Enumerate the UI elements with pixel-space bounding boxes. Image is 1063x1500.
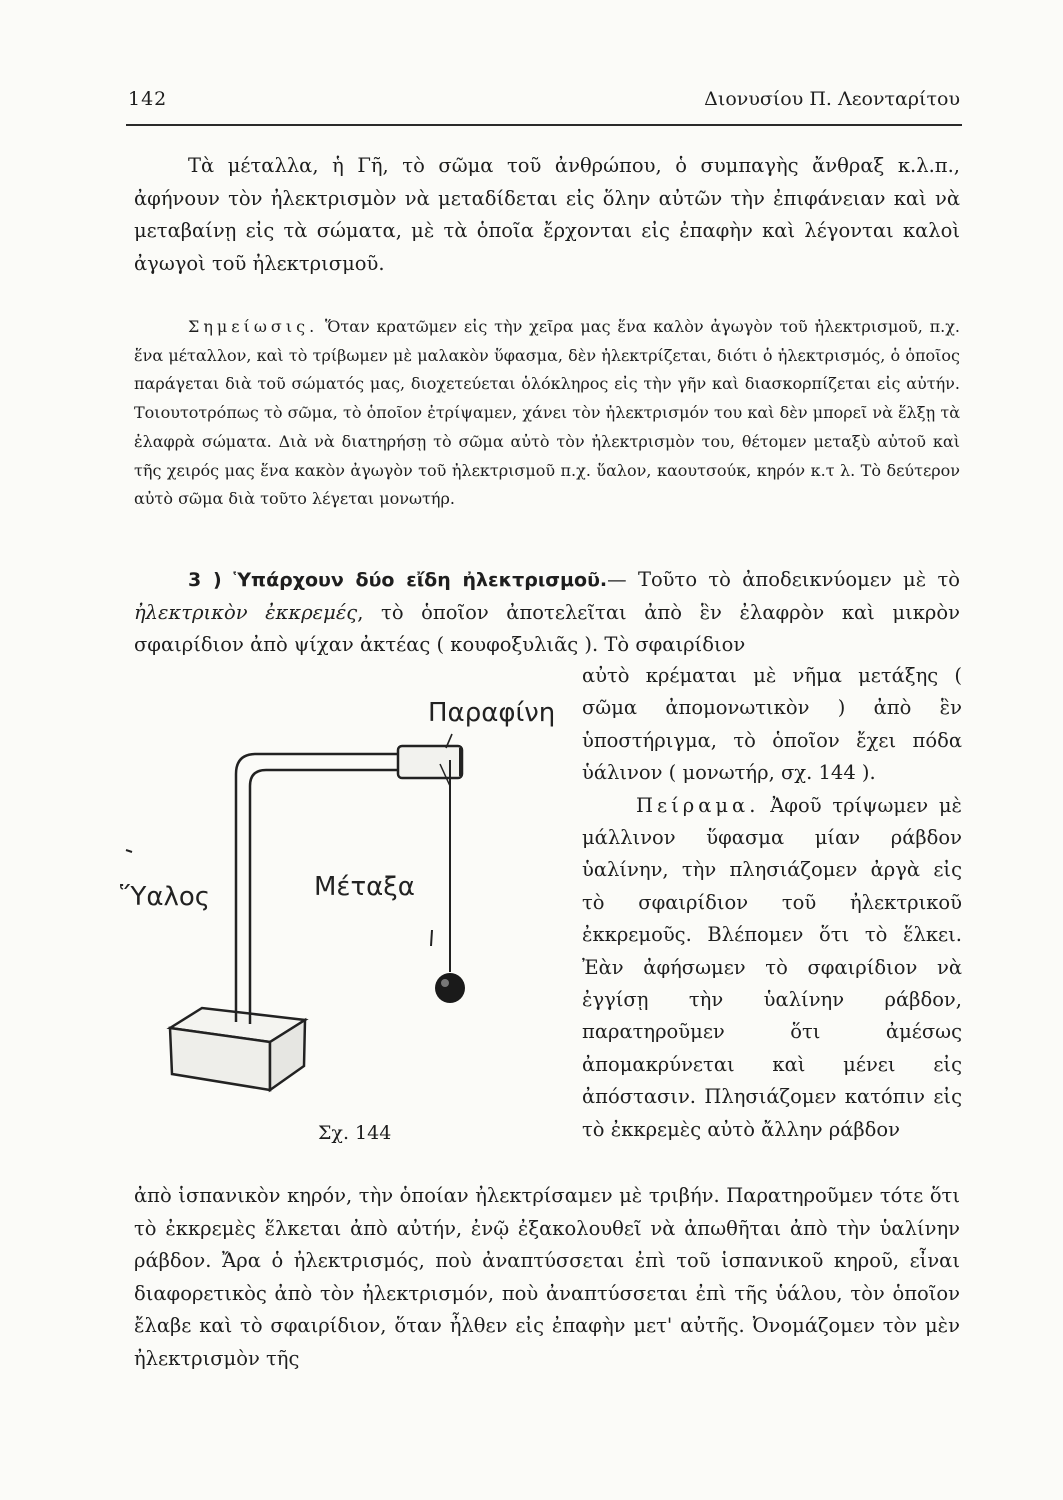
label-silk: Μέταξα: [314, 872, 415, 902]
term-electric-pendulum: ἠλεκτρικὸν ἐκκρεμές: [134, 600, 358, 624]
label-glass: Ὕαλος: [120, 882, 211, 912]
note-text: Ὅταν κρατῶμεν εἰς τὴν χεῖρα μας ἕνα καλὸν ἀγωγὸν τοῦ ἠλεκτρισμοῦ, π.χ. ἕνα μέταλλον, καὶ τὸ τρίβωμεν μὲ μαλακὸν ὕφασμα, δὲν ἠλεκτρίζεται, διότι ὁ ἠλεκτρισμός, ὁ ὁποῖος παράγεται διὰ τοῦ σώματός μας, διοχετεύεται ὁλόκληρος εἰς τὴν γῆν καὶ διασκορπίζεται εἰς αὐτήν. Τοιουτοτρόπως τὸ σῶμα, τὸ ὁποῖον ἐτρίψαμεν, χάνει τὸν ἠλεκτρισμόν του καὶ δὲν μπορεῖ νὰ ἕλξῃ τὰ ἐλαφρὰ σώματα. Διὰ νὰ διατηρήσῃ τὸ σῶμα αὐτὸ τὸν ἠλεκτρισμὸν του, θέτομεν μεταξὺ αὐτοῦ καὶ τῆς χειρός μας ἕνα κακὸν ἀγωγὸν τοῦ ἠλεκτρισμοῦ π.χ. ὕαλον, καουτσούκ, κηρόν κ.τ λ. Τὸ δεύτερον αὐτὸ σῶμα διὰ τοῦτο λέγεται μονωτήρ.: [134, 317, 960, 509]
header-rule: [126, 124, 962, 126]
paraffin-sleeve: [398, 746, 462, 778]
section-3-intro: [134, 564, 960, 662]
section-3-heading: 3 ) Ὑπάρχουν δύο εἴδη ἠλεκτρισμοῦ.: [188, 569, 608, 591]
pith-ball: [435, 973, 465, 1003]
experiment-text: Ἀφοῦ τρίψωμεν μὲ μάλλινον ὕφασμα μίαν ράβδον ὑαλίνην, τὴν πλησιάζομεν ἀργὰ εἰς τὸ σφαιρίδιον τοῦ ἠλεκτρικοῦ ἐκκρεμοῦς. Βλέπομεν ὅτι τὸ ἕλκει. Ἐὰν ἀφήσωμεν τὸ σφαιρίδιον νὰ ἐγγίσῃ τὴν ὑαλίνην ράβδον, παρατηροῦμεν ὅτι ἀμέσως ἀπομακρύνεται καὶ μένει εἰς ἀπόστασιν. Πλησιάζομεν κατόπιν εἰς τὸ ἐκκρεμὲς αὐτὸ ἄλλην ράβδον: [582, 793, 962, 1141]
continuation-paragraph: ἀπὸ ἱσπανικὸν κηρόν, τὴν ὁποίαν ἠλεκτρίσαμεν μὲ τριβήν. Παρατηροῦμεν τότε ὅτι τὸ ἐκκρεμὲς ἕλκεται ἀπὸ αὐτήν, ἐνῷ ἐξακολουθεῖ νὰ ἀπωθῆται ἀπὸ τὴν ὑαλίνην ράβδον. Ἄρα ὁ ἠλεκτρισμός, ποὺ ἀναπτύσσεται ἐπὶ τοῦ ἱσπανικοῦ κηροῦ, εἶναι διαφορετικὸς ἀπὸ τὸν ἠλεκτρισμόν, ποὺ ἀναπτύσσεται ἐπὶ τῆς ὑάλου, τὸν ὁποῖον ἔλαβε καὶ τὸ σφαιρίδιον, ὅταν ἦλθεν εἰς ἐπαφὴν μετ' αὐτῆς. Ὀνομάζομεν τὸν μὲν ἠλεκτρισμὸν τῆς: [134, 1184, 960, 1370]
experiment-paragraph: [582, 790, 962, 1146]
pith-ball-highlight: [441, 979, 449, 987]
glass-pointer-mark: [126, 850, 132, 852]
side-paragraph-a: αὐτὸ κρέμαται μὲ νῆμα μετάξης ( σῶμα ἀπομονωτικὸν ) ἀπὸ ἓν ὑποστήριγμα, τὸ ὁποῖον ἔχει πόδα ὑάλινον ( μονωτήρ, σχ. 144 ).: [582, 664, 962, 785]
paragraph-conductors-text: Τὰ μέταλλα, ἡ Γῆ, τὸ σῶμα τοῦ ἀνθρώπου, ὁ συμπαγὴς ἄνθραξ κ.λ.π., ἀφήνουν τὸν ἠλεκτρισμὸν νὰ μεταδίδεται εἰς ὅλην αὐτῶν τὴν ἐπιφάνειαν καὶ νὰ μεταβαίνῃ εἰς τὰ σώματα, μὲ τὰ ὁποῖα ἔρχονται εἰς ἐπαφὴν καὶ λέγονται καλοὶ ἀγωγοὶ τοῦ ἠλεκτρισμοῦ.: [134, 154, 960, 275]
paragraph-conductors: [134, 150, 960, 280]
section-3-paragraph: [134, 564, 960, 662]
experiment-label: Πείραμα.: [636, 793, 760, 817]
note-label: Σημείωσις.: [188, 317, 319, 336]
note-paragraph: [134, 313, 960, 514]
section-3-intro-b: , τὸ ὁποῖον ἀποτελεῖται ἀπὸ ἓν ἐλαφρὸν καὶ μικρὸν σφαιρίδιον ἀπὸ ψίχαν ἀκτέας ( κουφοξυλιᾶς ). Τὸ σφαιρίδιον: [134, 600, 960, 656]
figure-caption: Σχ. 144: [318, 1122, 392, 1144]
section-3-continuation: [134, 1180, 960, 1375]
running-title: Διονυσίου Π. Λεονταρίτου: [704, 88, 960, 110]
pendulum-drawing: [110, 690, 580, 1160]
figure-electric-pendulum: [110, 690, 580, 1160]
label-paraffin: Παραφίνη: [428, 698, 556, 728]
note-block: [134, 313, 960, 514]
page-number: 142: [128, 88, 168, 110]
side-column-text: [582, 660, 962, 1146]
section-3-intro-a: — Τοῦτο τὸ ἀποδεικνύομεν μὲ τὸ: [607, 568, 960, 591]
silk-pointer-mark: [431, 930, 432, 946]
page-header: [128, 88, 960, 122]
